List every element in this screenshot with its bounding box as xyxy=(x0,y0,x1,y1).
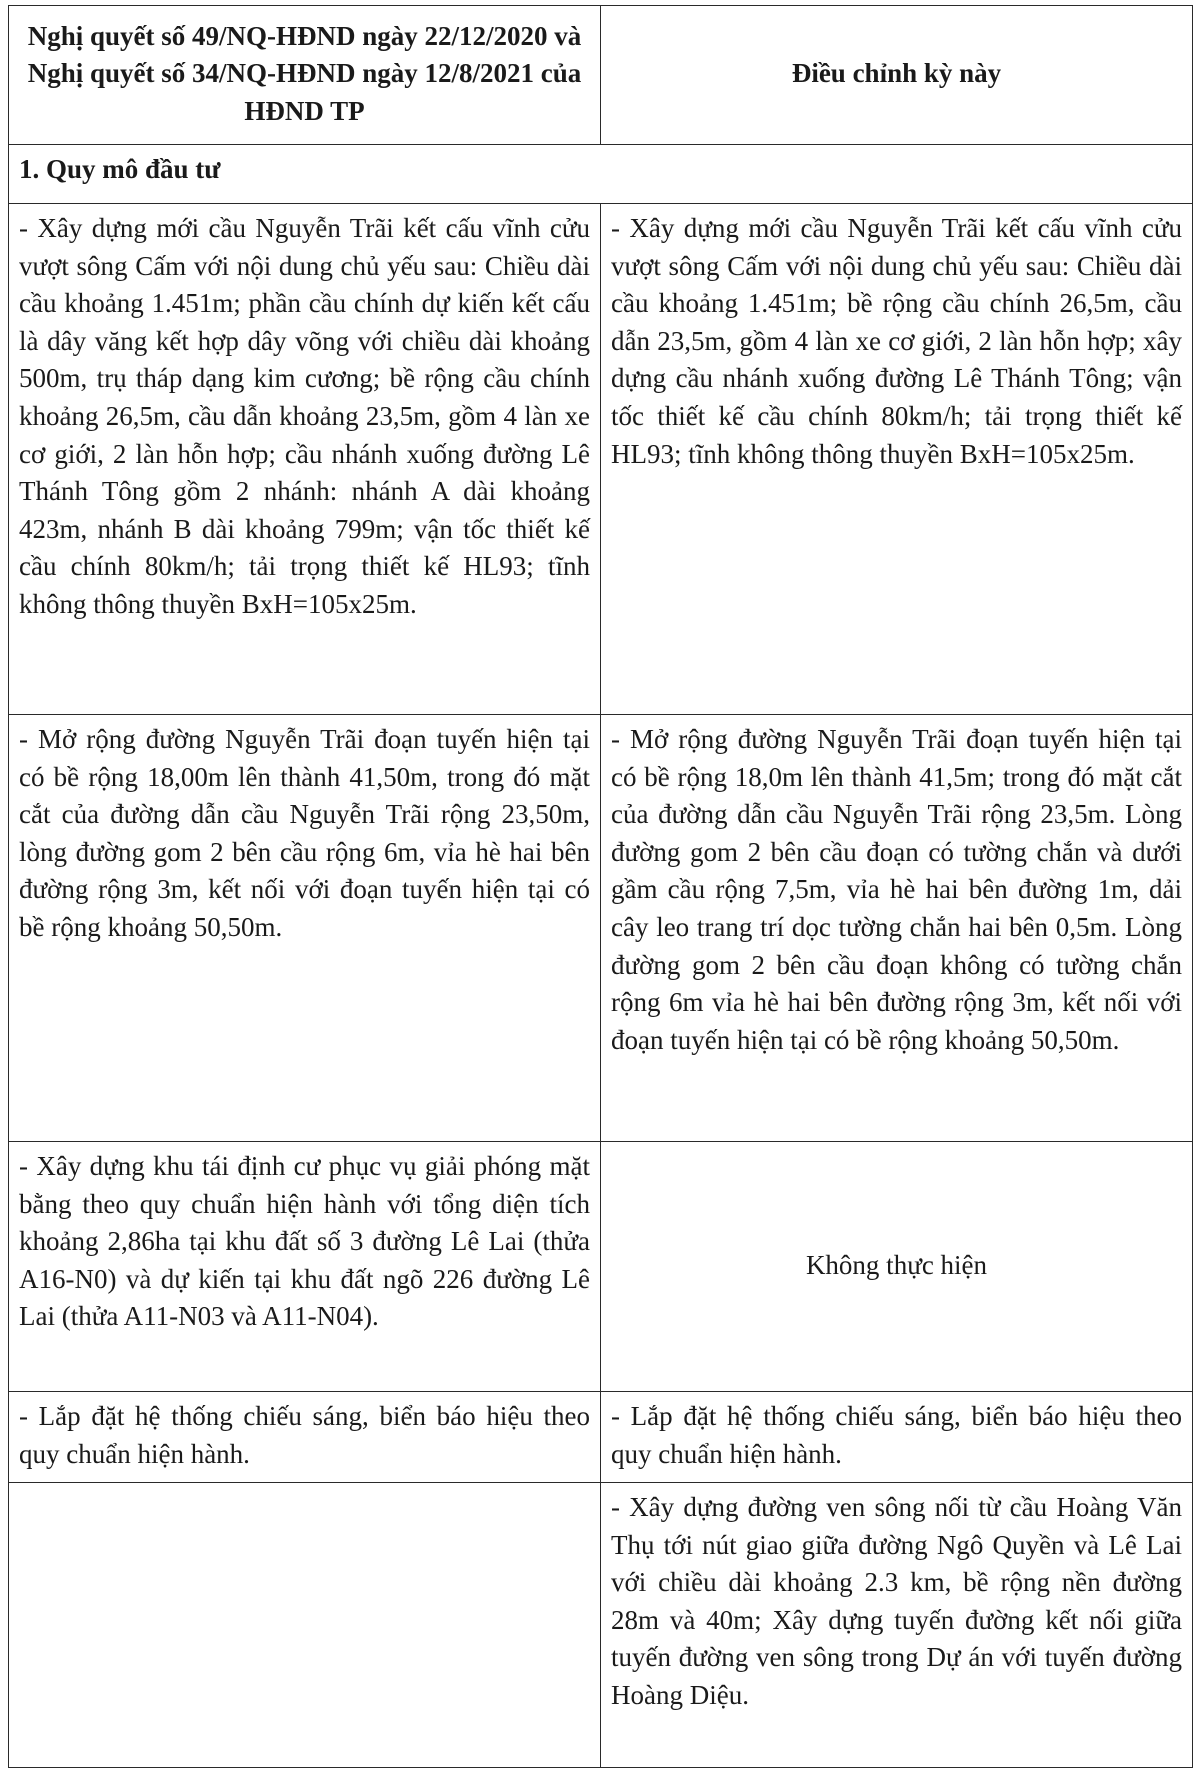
row-1-original: - Xây dựng mới cầu Nguyễn Trãi kết cấu vĩnh cửu vượt sông Cấm với nội dung chủ yếu sau: Chiều dài cầu khoảng 1.451m; phần cầu chính dự kiến kết cấu là dây văng kết hợp dây võng với chiều dài khoảng 500m, trụ tháp dạng kim cương; bề rộng cầu chính khoảng 26,5m, cầu dẫn khoảng 23,5m, gồm 4 làn xe cơ giới, 2 làn hỗn hợp; cầu nhánh xuống đường Lê Thánh Tông gồm 2 nhánh: nhánh A dài khoảng 423m, nhánh B dài khoảng 799m; vận tốc thiết kế cầu chính 80km/h; tải trọng thiết kế HL93; tĩnh không thông thuyền BxH=105x25m. xyxy=(9,204,601,715)
row-5-adjusted: - Xây dựng đường ven sông nối từ cầu Hoàng Văn Thụ tới nút giao giữa đường Ngô Quyền và Lê Lai với chiều dài khoảng 2.3 km, bề rộng nền đường 28m và 40m; Xây dựng tuyến đường kết nối giữa tuyến đường ven sông trong Dự án với tuyến đường Hoàng Diệu. xyxy=(601,1483,1193,1768)
section-row xyxy=(9,145,1193,204)
header-adjustment: Điều chỉnh kỳ này xyxy=(601,6,1193,145)
table-row xyxy=(9,715,1193,1142)
row-3-original: - Xây dựng khu tái định cư phục vụ giải phóng mặt bằng theo quy chuẩn hiện hành với tổng diện tích khoảng 2,86ha tại khu đất số 3 đường Lê Lai (thửa A16-N0) và dự kiến tại khu đất ngõ 226 đường Lê Lai (thửa A11-N03 và A11-N04). xyxy=(9,1142,601,1392)
section-title: 1. Quy mô đầu tư xyxy=(9,145,1193,204)
table-row xyxy=(9,204,1193,715)
table-row xyxy=(9,1142,1193,1392)
row-1-adjusted: - Xây dựng mới cầu Nguyễn Trãi kết cấu vĩnh cửu vượt sông Cấm với nội dung chủ yếu sau: Chiều dài cầu khoảng 1.451m; bề rộng cầu chính 26,5m, cầu dẫn 23,5m, gồm 4 làn xe cơ giới, 2 làn hỗn hợp; xây dựng cầu nhánh xuống đường Lê Thánh Tông; vận tốc thiết kế cầu chính 80km/h; tải trọng thiết kế HL93; tĩnh không thông thuyền BxH=105x25m. xyxy=(601,204,1193,715)
document-page xyxy=(8,5,1192,1768)
table-header-row xyxy=(9,6,1193,145)
row-2-adjusted: - Mở rộng đường Nguyễn Trãi đoạn tuyến hiện tại có bề rộng 18,0m lên thành 41,5m; trong đó mặt cắt của đường dẫn cầu Nguyễn Trãi rộng 23,5m. Lòng đường gom 2 bên cầu đoạn có tường chắn và dưới gầm cầu rộng 7,5m, vỉa hè hai bên đường 1m, dải cây leo trang trí dọc tường chắn hai bên 0,5m. Lòng đường gom 2 bên cầu đoạn không có tường chắn rộng 6m vỉa hè hai bên đường rộng 3m, kết nối với đoạn tuyến hiện tại có bề rộng khoảng 50,50m. xyxy=(601,715,1193,1142)
table-row xyxy=(9,1483,1193,1768)
row-4-adjusted: - Lắp đặt hệ thống chiếu sáng, biển báo hiệu theo quy chuẩn hiện hành. xyxy=(601,1392,1193,1483)
row-5-original xyxy=(9,1483,601,1768)
row-3-adjusted: Không thực hiện xyxy=(601,1142,1193,1392)
row-2-original: - Mở rộng đường Nguyễn Trãi đoạn tuyến hiện tại có bề rộng 18,00m lên thành 41,50m, trong đó mặt cắt của đường dẫn cầu Nguyễn Trãi rộng 23,50m, lòng đường gom 2 bên cầu rộng 6m, vỉa hè hai bên đường rộng 3m, kết nối với đoạn tuyến hiện tại có bề rộng khoảng 50,50m. xyxy=(9,715,601,1142)
row-4-original: - Lắp đặt hệ thống chiếu sáng, biển báo hiệu theo quy chuẩn hiện hành. xyxy=(9,1392,601,1483)
table-row xyxy=(9,1392,1193,1483)
comparison-table xyxy=(8,5,1193,1768)
header-original-resolution: Nghị quyết số 49/NQ-HĐND ngày 22/12/2020 và Nghị quyết số 34/NQ-HĐND ngày 12/8/2021 của HĐND TP xyxy=(9,6,601,145)
